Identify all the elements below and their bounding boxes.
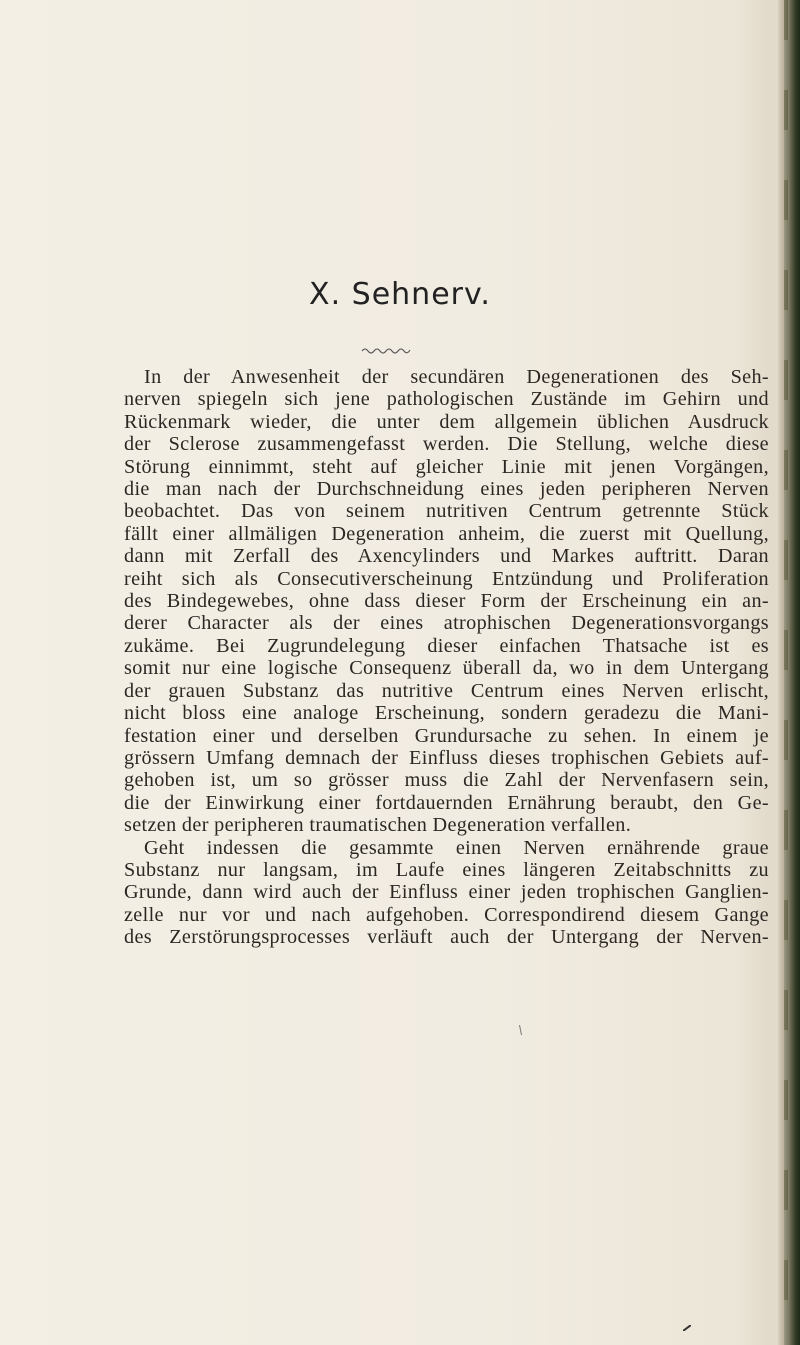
text-line: reiht sich als Consecutiverscheinung Entzündung und Proliferation bbox=[124, 567, 769, 590]
text-line: die man nach der Durchschneidung eines jeden peripheren Nerven bbox=[124, 478, 769, 501]
chapter-heading: X. Sehnerv. bbox=[309, 277, 491, 312]
text-line: des Bindegewebes, ohne dass dieser Form der Erscheinung ein an- bbox=[124, 590, 769, 613]
text-line: Substanz nur langsam, im Laufe eines längeren Zeitabschnitts zu bbox=[124, 858, 769, 881]
text-line: zelle nur vor und nach aufgehoben. Correspondirend diesem Gange bbox=[124, 903, 769, 926]
text-line: derer Character als der eines atrophischen Degenerationsvorgangs bbox=[124, 612, 769, 635]
text-line: Störung einnimmt, steht auf gleicher Linie mit jenen Vorgängen, bbox=[124, 455, 769, 478]
text-line: zukäme. Bei Zugrundelegung dieser einfachen Thatsache ist es bbox=[124, 634, 769, 657]
text-line: des Zerstörungsprocesses verläuft auch der Untergang der Nerven- bbox=[124, 926, 769, 949]
text-line: Grunde, dann wird auch der Einfluss einer jeden trophischen Ganglien- bbox=[124, 881, 769, 904]
book-binding-edge bbox=[778, 0, 800, 1345]
text-line: Geht indessen die gesammte einen Nerven ernährende graue bbox=[144, 836, 769, 859]
text-line: gehoben ist, um so grösser muss die Zahl der Nervenfasern sein, bbox=[124, 769, 769, 792]
body-text bbox=[124, 366, 769, 949]
text-line: Rückenmark wieder, die unter dem allgemein üblichen Ausdruck bbox=[124, 410, 769, 433]
text-line: der Sclerose zusammengefasst werden. Die Stellung, welche diese bbox=[124, 433, 769, 456]
text-line: der grauen Substanz das nutritive Centrum eines Nerven erlischt, bbox=[124, 679, 769, 702]
text-line: beobachtet. Das von seinem nutritiven Centrum getrennte Stück bbox=[124, 500, 769, 523]
text-line: setzen der peripheren traumatischen Degeneration verfallen. bbox=[124, 814, 632, 837]
text-line: somit nur eine logische Consequenz überall da, wo in dem Untergang bbox=[124, 657, 769, 680]
paragraph bbox=[124, 837, 769, 949]
text-line: nicht bloss eine analoge Erscheinung, sondern geradezu die Mani- bbox=[124, 702, 769, 725]
paragraph bbox=[124, 366, 769, 837]
text-line: In der Anwesenheit der secundären Degenerationen des Seh- bbox=[144, 366, 769, 388]
text-line: fällt einer allmäligen Degeneration anheim, die zuerst mit Quellung, bbox=[124, 522, 769, 545]
text-line: grössern Umfang demnach der Einfluss dieses trophischen Gebiets auf- bbox=[124, 746, 769, 769]
ink-speck bbox=[519, 1025, 522, 1035]
ink-speck bbox=[683, 1325, 691, 1331]
text-line: festation einer und derselben Grundursache zu sehen. In einem je bbox=[124, 724, 769, 747]
text-line: nerven spiegeln sich jene pathologischen Zustände im Gehirn und bbox=[124, 388, 769, 411]
text-line: die der Einwirkung einer fortdauernden Ernährung beraubt, den Ge- bbox=[124, 791, 769, 814]
text-line: dann mit Zerfall des Axencylinders und Markes auftritt. Daran bbox=[124, 545, 769, 568]
heading-ornament bbox=[361, 346, 411, 354]
